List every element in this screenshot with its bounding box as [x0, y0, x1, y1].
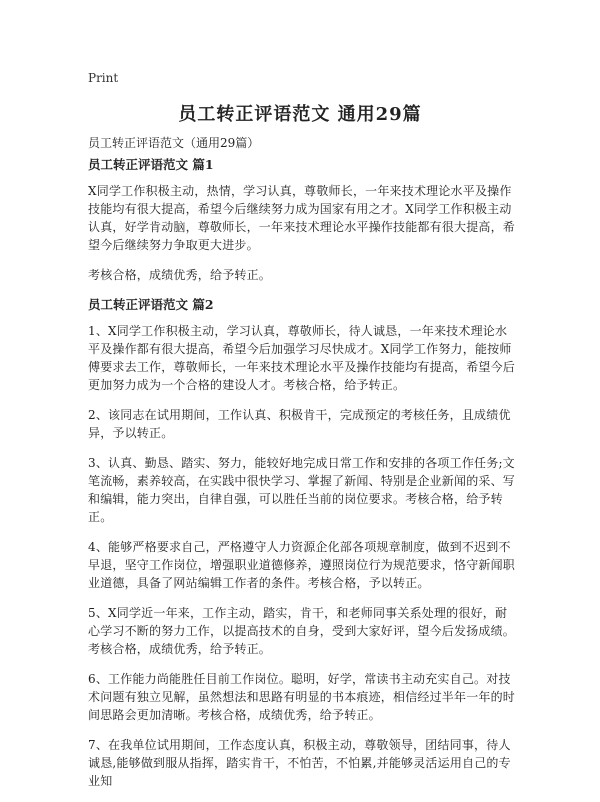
section-2: [88, 296, 516, 790]
paragraph: 2、该同志在试用期间，工作认真、积极肯干，完成预定的考核任务，且成绩优异，予以转正。: [88, 408, 511, 440]
section-heading: 员工转正评语范文 篇2: [88, 297, 214, 312]
paragraph: X同学工作积极主动，热情，学习认真，尊敬师长，一年来技术理论水平及操作技能均有很大提高，希望今后继续努力成为国家有用之才。X同学工作积极主动认真，好学肯动脑，尊敬师长，一年来技术理论水平操作技能都有很大提高，希望今后继续努力争取更大进步。: [88, 184, 516, 252]
paragraph: 1、X同学工作积极主动，学习认真，尊敬师长，待人诚恳，一年来技术理论水平及操作都有很大提高，希望今后加强学习尽快成才。X同学工作努力，能按师傅要求去工作，尊敬师长，一年来技术理论水平及操作技能均有提高，希望今后更加努力成为一个合格的建设人才。考核合格，给予转正。: [88, 324, 516, 392]
page-title: 员工转正评语范文 通用29篇: [178, 104, 422, 125]
print-label[interactable]: Print: [88, 71, 119, 85]
section-heading: 员工转正评语范文 篇1: [88, 157, 214, 172]
document-subtitle: 员工转正评语范文（通用29篇）: [88, 136, 260, 150]
paragraph: 4、能够严格要求自己，严格遵守人力资源企化部各项规章制度，做到不迟到不早退，坚守工作岗位，增强职业道德修养，遵照岗位行为规范要求，恪守新闻职业道德，具备了网站编辑工作者的条件。考核合格，予以转正。: [88, 540, 516, 590]
document-body: [88, 156, 516, 802]
paragraph: 6、工作能力尚能胜任目前工作岗位。聪明，好学，常读书主动充实自己。对技术问题有独立见解，虽然想法和思路有明显的书本痕迹，相信经过半年一年的时间思路会更加清晰。考核合格，成绩优秀，给予转正。: [88, 672, 516, 722]
paragraph: 考核合格，成绩优秀，给予转正。: [88, 268, 272, 282]
paragraph: 5、X同学近一年来，工作主动，踏实，肯干，和老师同事关系处理的很好，耐心学习不断的努力工作，以提高技术的自身，受到大家好评，望今后发扬成绩。考核合格，成绩优秀，给予转正。: [88, 606, 516, 656]
section-1: [88, 156, 516, 284]
paragraph: 7、在我单位试用期间，工作态度认真，积极主动，尊敬领导，团结同事，待人诚恳,能够做到服从指挥，踏实肯干，不怕苦，不怕累,并能够灵活运用自己的专业知: [88, 738, 511, 788]
paragraph: 3、认真、勤恳、踏实、努力，能较好地完成日常工作和安排的各项工作任务;文笔流畅，素养较高，在实践中很快学习、掌握了新闻、特别是企业新闻的采、写和编辑，能力突出，自律自强，可以胜任当前的岗位要求。考核合格，给予转正。: [88, 456, 516, 524]
